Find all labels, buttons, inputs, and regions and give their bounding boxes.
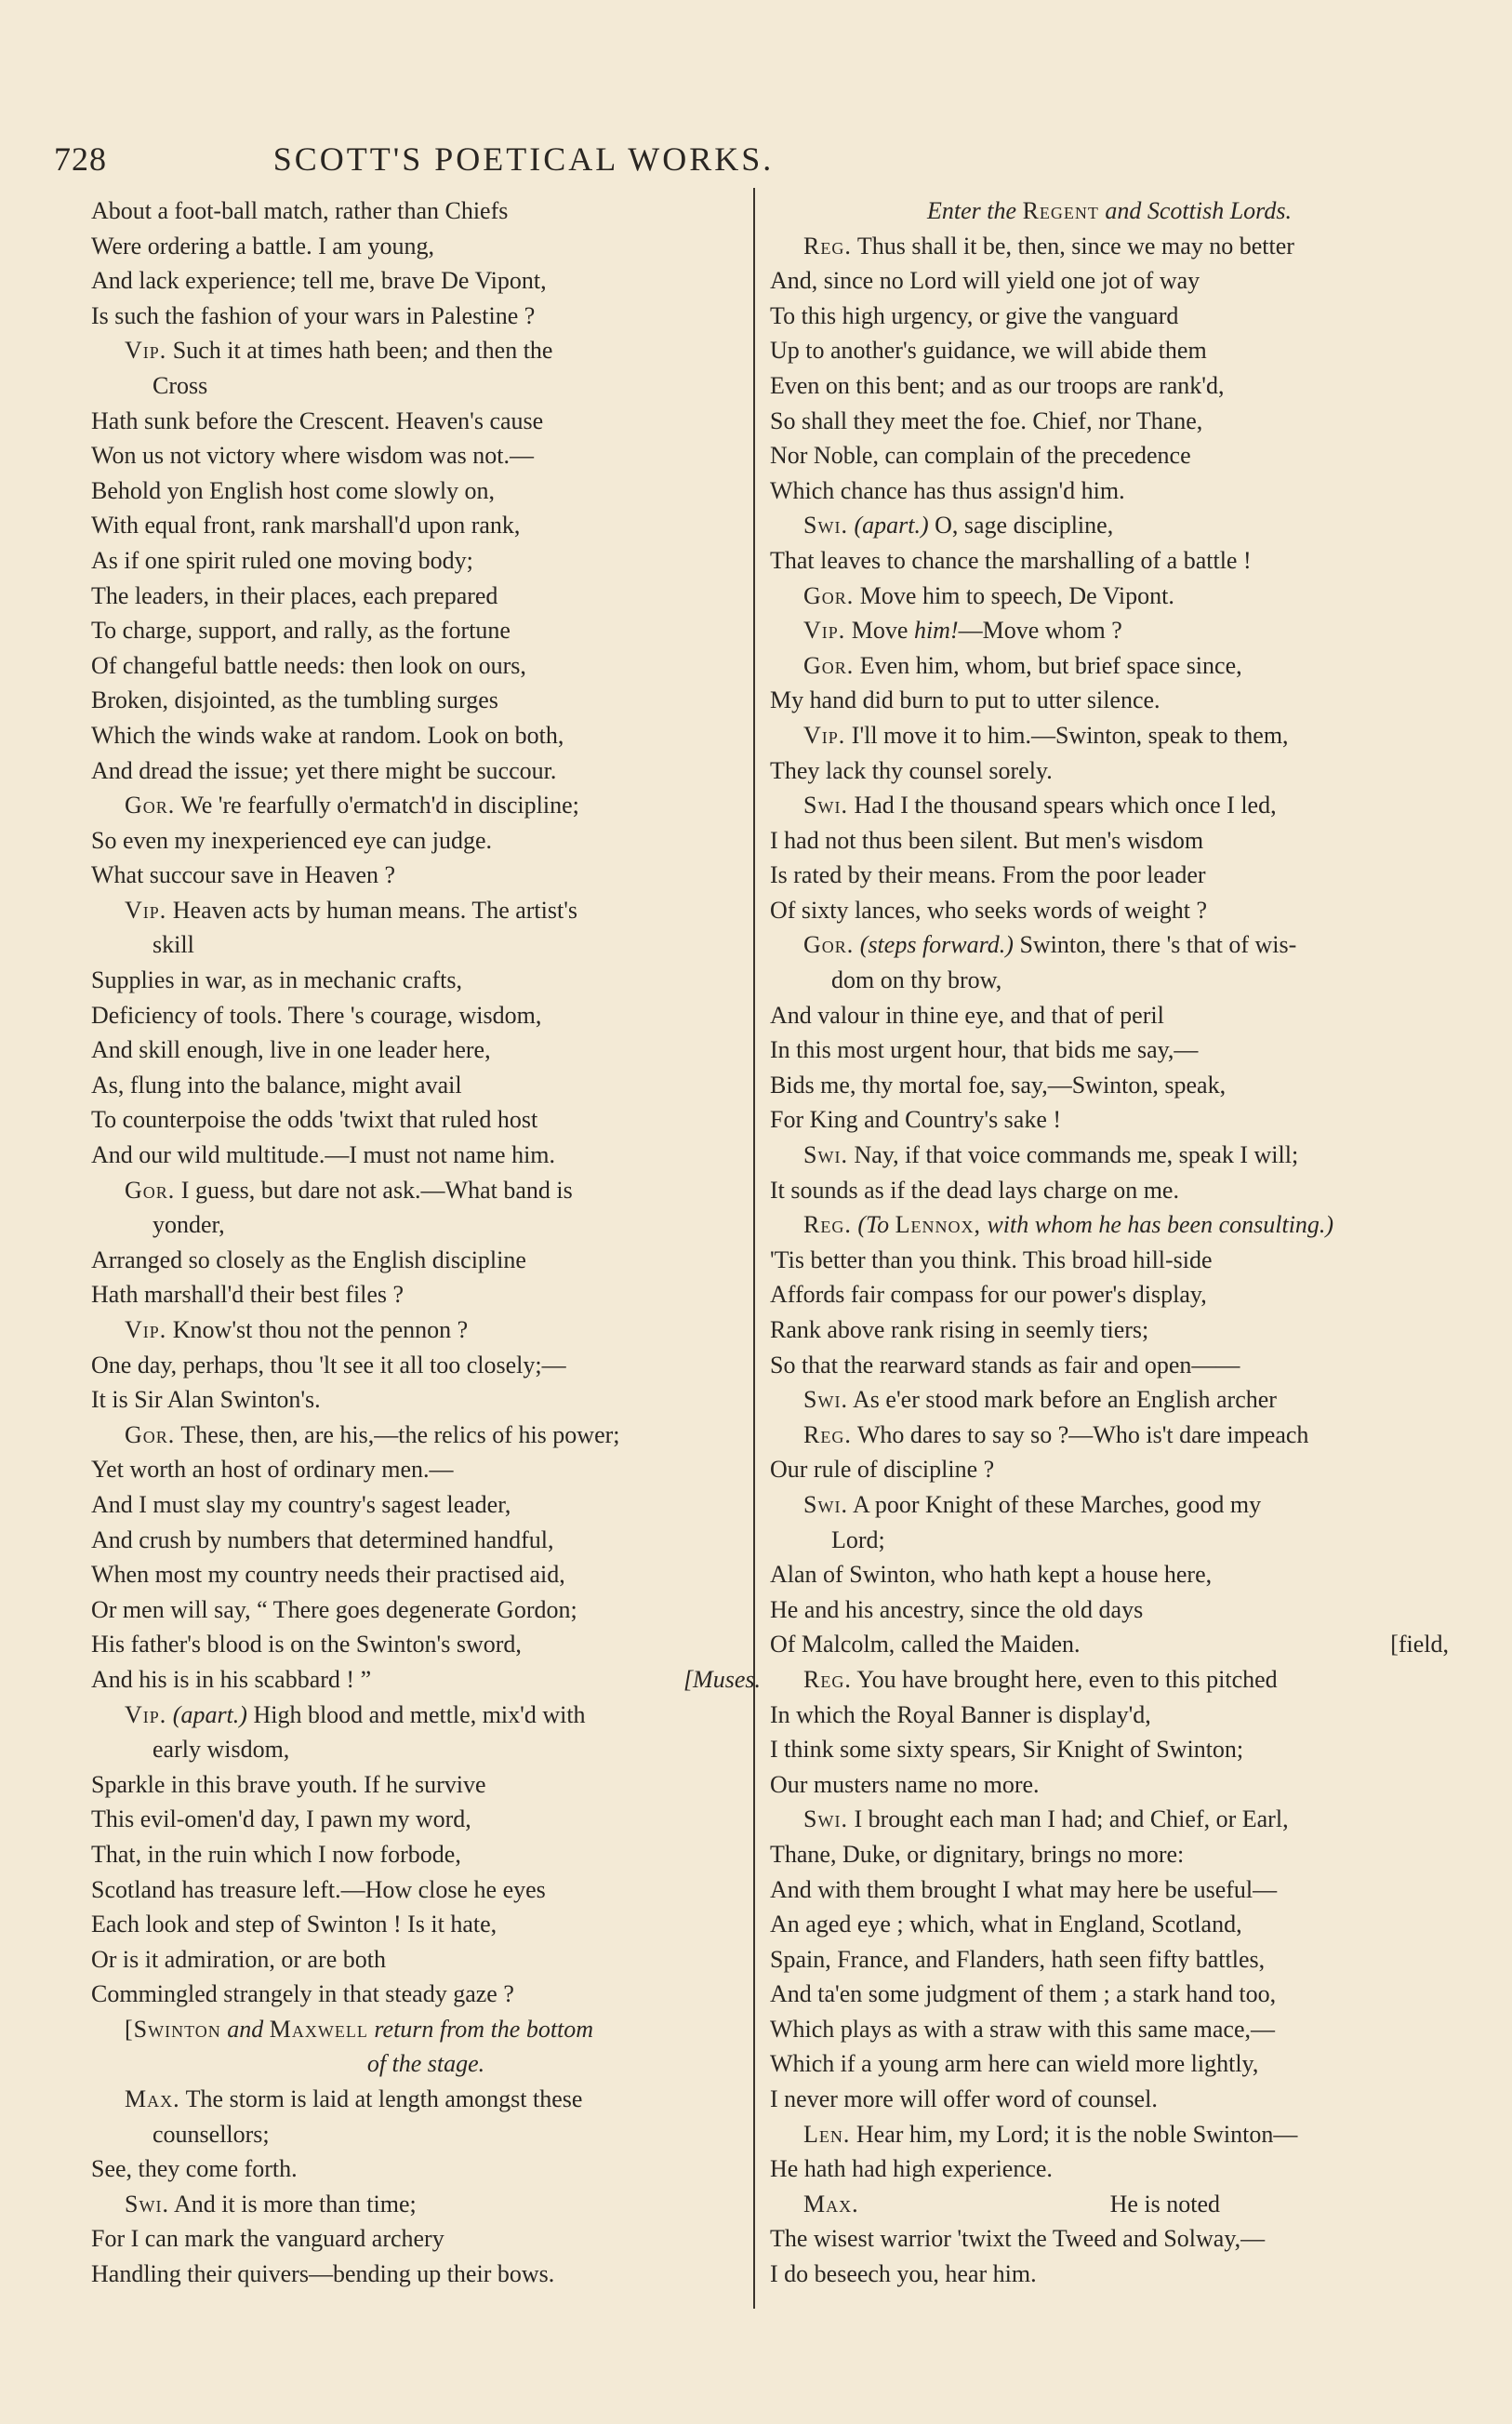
speaker-name: Reg. (803, 1420, 852, 1448)
verse-line: And our wild multitude.—I must not name him. (91, 1141, 556, 1169)
verse-line: The wisest warrior 'twixt the Tweed and Solway,— (770, 2225, 1266, 2253)
verse-line: Vip. Move him!—Move whom ? (803, 617, 1122, 645)
verse-line: As if one spirit ruled one moving body; (91, 546, 473, 574)
verse-line: The leaders, in their places, each prepared (91, 581, 498, 609)
verse-line: Gor. Even him, whom, but brief space since, (803, 651, 1242, 679)
verse-line: One day, perhaps, thou 'lt see it all too closely;— (91, 1351, 566, 1378)
verse-line: Max. He is noted (803, 2190, 1221, 2218)
verse-line: Which the winds wake at random. Look on both, (91, 721, 564, 749)
verse-line: In which the Royal Banner is display'd, (770, 1700, 1151, 1728)
speaker-name: Vip. (125, 1700, 167, 1728)
verse-line: And I must slay my country's sagest leader, (91, 1490, 511, 1518)
verse-line: Of changeful battle needs: then look on ours, (91, 651, 526, 679)
right-column (770, 193, 1449, 2292)
verse-line: Our rule of discipline ? (770, 1456, 995, 1484)
verse-line: Swi. Had I the thousand spears which once I led, (803, 792, 1277, 819)
verse-line: Gor. (steps forward.) Swinton, there 's that of wis- (803, 931, 1297, 959)
verse-line: Arranged so closely as the English discipline (91, 1245, 526, 1273)
verse-line: Rank above rank rising in seemly tiers; (770, 1316, 1149, 1343)
verse-line: Hath sunk before the Crescent. Heaven's cause (91, 406, 544, 434)
verse-line: Swi. And it is more than time; (125, 2190, 417, 2218)
verse-line: What succour save in Heaven ? (91, 861, 396, 889)
speaker-name: Gor. (803, 651, 855, 679)
verse-line: Our musters name no more. (770, 1770, 1040, 1798)
verse-line: Each look and step of Swinton ! Is it hate, (91, 1911, 497, 1938)
verse-line: Gor. These, then, are his,—the relics of his power; (125, 1420, 620, 1448)
verse-line: This evil-omen'd day, I pawn my word, (91, 1805, 471, 1833)
verse-line: That leaves to chance the marshalling of a battle ! (770, 546, 1252, 574)
verse-line: Alan of Swinton, who hath kept a house here, (770, 1561, 1213, 1589)
verse-line: Reg. Who dares to say so ?—Who is't dare impeach (803, 1420, 1309, 1448)
verse-line: It sounds as if the dead lays charge on me. (770, 1176, 1179, 1204)
verse-line: Is rated by their means. From the poor leader (770, 861, 1206, 889)
verse-line: Lord; (831, 1525, 885, 1553)
verse-line: Which chance has thus assign'd him. (770, 476, 1125, 504)
verse-line: Sparkle in this brave youth. If he survive (91, 1770, 486, 1798)
verse-line: And valour in thine eye, and that of peril (770, 1001, 1164, 1029)
verse-line: Of Malcolm, called the Maiden. [field, (770, 1631, 1449, 1658)
verse-line: Commingled strangely in that steady gaze ? (91, 1980, 514, 2008)
verse-line: Is such the fashion of your wars in Palestine ? (91, 301, 536, 329)
page-header (54, 140, 993, 182)
left-column (91, 193, 761, 2292)
verse-line: So shall they meet the foe. Chief, nor Thane, (770, 406, 1203, 434)
speaker-name: Reg. (803, 1211, 852, 1239)
verse-line: An aged eye ; which, what in England, Scotland, (770, 1911, 1242, 1938)
verse-line: Vip. Such it at times hath been; and then the (125, 337, 553, 365)
stage-direction: (apart.) (854, 512, 929, 539)
speaker-name: Reg. (803, 232, 852, 260)
verse-line: Cross (153, 371, 208, 399)
verse-line: Gor. We 're fearfully o'ermatch'd in discipline; (125, 792, 579, 819)
verse-line: And lack experience; tell me, brave De Vipont, (91, 267, 547, 295)
verse-line: skill (153, 931, 194, 959)
stage-direction: (To (857, 1211, 890, 1239)
speaker-name: Swi. (803, 1141, 848, 1169)
verse-line: I never more will offer word of counsel. (770, 2085, 1158, 2113)
verse-line: Won us not victory where wisdom was not.— (91, 442, 534, 470)
verse-line: To this high urgency, or give the vanguard (770, 301, 1179, 329)
speaker-name: Gor. (803, 931, 855, 959)
verse-line: Thane, Duke, or dignitary, brings no more: (770, 1840, 1185, 1868)
speaker-name: Gor. (125, 1176, 176, 1204)
verse-line: It is Sir Alan Swinton's. (91, 1386, 321, 1414)
page-number: 728 (54, 140, 107, 178)
verse-line: With equal front, rank marshall'd upon rank, (91, 512, 521, 539)
verse-line: To counterpoise the odds 'twixt that ruled host (91, 1106, 538, 1134)
verse-line: Were ordering a battle. I am young, (91, 232, 434, 260)
verse-line: Vip. (apart.) High blood and mettle, mix'd with (125, 1700, 586, 1728)
running-title: SCOTT'S POETICAL WORKS. (272, 140, 775, 178)
verse-line: Vip. Heaven acts by human means. The artist's (125, 896, 578, 924)
verse-line: Gor. Move him to speech, De Vipont. (803, 581, 1174, 609)
speaker-name: Vip. (125, 1316, 167, 1343)
verse-line: He hath had high experience. (770, 2155, 1053, 2183)
speaker-name: Swi. (803, 1490, 848, 1518)
verse-line: So even my inexperienced eye can judge. (91, 826, 492, 854)
verse-line: Spain, France, and Flanders, hath seen fifty battles, (770, 1945, 1266, 1973)
stage-direction: of the stage. (366, 2050, 485, 2078)
verse-line: Deficiency of tools. There 's courage, wisdom, (91, 1001, 542, 1029)
verse-line: For I can mark the vanguard archery (91, 2225, 444, 2253)
verse-line: For King and Country's sake ! (770, 1106, 1062, 1134)
verse-line: Swi. As e'er stood mark before an English archer (803, 1386, 1277, 1414)
verse-line: Of sixty lances, who seeks words of weight ? (770, 896, 1208, 924)
speaker-name: Max. (125, 2085, 180, 2113)
verse-line: 'Tis better than you think. This broad hill-side (770, 1245, 1213, 1273)
verse-line: Vip. Know'st thou not the pennon ? (125, 1316, 469, 1343)
stage-direction: [Swinton and Maxwell return from the bottom (125, 2015, 594, 2043)
verse-line: Up to another's guidance, we will abide them (770, 337, 1207, 365)
verse-line: I do beseech you, hear him. (770, 2260, 1037, 2288)
verse-line: Swi. Nay, if that voice commands me, speak I will; (803, 1141, 1299, 1169)
verse-line: My hand did burn to put to utter silence. (770, 686, 1161, 714)
verse-line: dom on thy brow, (831, 966, 1002, 994)
speaker-name: Swi. (125, 2190, 169, 2218)
verse-line: early wisdom, (153, 1736, 290, 1764)
speaker-name: Len. (803, 2120, 851, 2148)
verse-line: Yet worth an host of ordinary men.— (91, 1456, 454, 1484)
verse-line: Swi. I brought each man I had; and Chief, or Earl, (803, 1805, 1289, 1833)
verse-line: And dread the issue; yet there might be succour. (91, 756, 557, 784)
verse-line: In this most urgent hour, that bids me say,— (770, 1036, 1199, 1064)
speaker-name: Vip. (125, 337, 167, 365)
verse-line: I think some sixty spears, Sir Knight of Swinton; (770, 1736, 1244, 1764)
speaker-name: Gor. (125, 792, 176, 819)
verse-line: Reg. Thus shall it be, then, since we may no better (803, 232, 1294, 260)
stage-direction: (steps forward.) (859, 931, 1014, 959)
verse-line: And with them brought I what may here be useful— (770, 1875, 1278, 1903)
verse-line: And, since no Lord will yield one jot of way (770, 267, 1200, 295)
verse-line: Len. Hear him, my Lord; it is the noble Swinton— (803, 2120, 1298, 2148)
verse-line: Reg. (To Lennox, with whom he has been consulting.) (803, 1211, 1334, 1239)
stage-direction: Enter the Regent and Scottish Lords. (927, 197, 1292, 224)
verse-line: Scotland has treasure left.—How close he eyes (91, 1875, 546, 1903)
speaker-name: Vip. (803, 617, 846, 645)
verse-line: Hath marshall'd their best files ? (91, 1281, 405, 1309)
verse-line: Which plays as with a straw with this same mace,— (770, 2015, 1275, 2043)
verse-line: yonder, (153, 1211, 225, 1239)
verse-line: Swi. A poor Knight of these Marches, good my (803, 1490, 1262, 1518)
speaker-name: Vip. (803, 721, 846, 749)
verse-line: Nor Noble, can complain of the precedence (770, 442, 1191, 470)
verse-line: Reg. You have brought here, even to this pitched (803, 1665, 1278, 1693)
verse-line: And ta'en some judgment of them ; a stark hand too, (770, 1980, 1277, 2008)
verse-line: Swi. (apart.) O, sage discipline, (803, 512, 1114, 539)
verse-line: Max. The storm is laid at length amongst these (125, 2085, 583, 2113)
verse-line: And skill enough, live in one leader here, (91, 1036, 491, 1064)
stage-direction: (apart.) (172, 1700, 247, 1728)
verse-line: Handling their quivers—bending up their bows. (91, 2260, 555, 2288)
verse-line: Or is it admiration, or are both (91, 1945, 386, 1973)
speaker-name: Gor. (125, 1420, 176, 1448)
verse-line: Vip. I'll move it to him.—Swinton, speak to them, (803, 721, 1289, 749)
verse-line: Behold yon English host come slowly on, (91, 476, 496, 504)
verse-line: They lack thy counsel sorely. (770, 756, 1053, 784)
speaker-name: Swi. (803, 1805, 848, 1833)
verse-line: Even on this bent; and as our troops are rank'd, (770, 371, 1225, 399)
speaker-name: Swi. (803, 512, 848, 539)
verse-line: counsellors; (153, 2120, 270, 2148)
speaker-name: Gor. (803, 581, 855, 609)
speaker-name: Vip. (125, 896, 167, 924)
stage-direction: [Muses. (683, 1665, 761, 1693)
verse-line: He and his ancestry, since the old days (770, 1595, 1144, 1623)
verse-line: Supplies in war, as in mechanic crafts, (91, 966, 462, 994)
verse-line: See, they come forth. (91, 2155, 298, 2183)
verse-line: Affords fair compass for our power's display, (770, 1281, 1207, 1309)
speaker-name: Reg. (803, 1665, 852, 1693)
verse-line: And his is in his scabbard ! ” [Muses. (91, 1662, 761, 1698)
speaker-name: Max. (803, 2190, 859, 2218)
verse-line: That, in the ruin which I now forbode, (91, 1840, 461, 1868)
verse-line: As, flung into the balance, might avail (91, 1071, 462, 1099)
verse-line: To charge, support, and rally, as the fortune (91, 617, 511, 645)
verse-line: And crush by numbers that determined handful, (91, 1525, 554, 1553)
verse-line: When most my country needs their practised aid, (91, 1561, 565, 1589)
verse-line: I had not thus been silent. But men's wisdom (770, 826, 1204, 854)
speaker-name: Swi. (803, 1386, 848, 1414)
verse-line: So that the rearward stands as fair and open—— (770, 1351, 1240, 1378)
verse-line: Bids me, thy mortal foe, say,—Swinton, speak, (770, 1071, 1227, 1099)
verse-line: Gor. I guess, but dare not ask.—What band is (125, 1176, 573, 1204)
verse-line: About a foot-ball match, rather than Chiefs (91, 197, 509, 224)
verse-line: His father's blood is on the Swinton's sword, (91, 1631, 522, 1658)
verse-line: Broken, disjointed, as the tumbling surges (91, 686, 498, 714)
speaker-name: Swi. (803, 792, 848, 819)
verse-line: Or men will say, “ There goes degenerate Gordon; (91, 1595, 577, 1623)
verse-line: Which if a young arm here can wield more lightly, (770, 2050, 1259, 2078)
